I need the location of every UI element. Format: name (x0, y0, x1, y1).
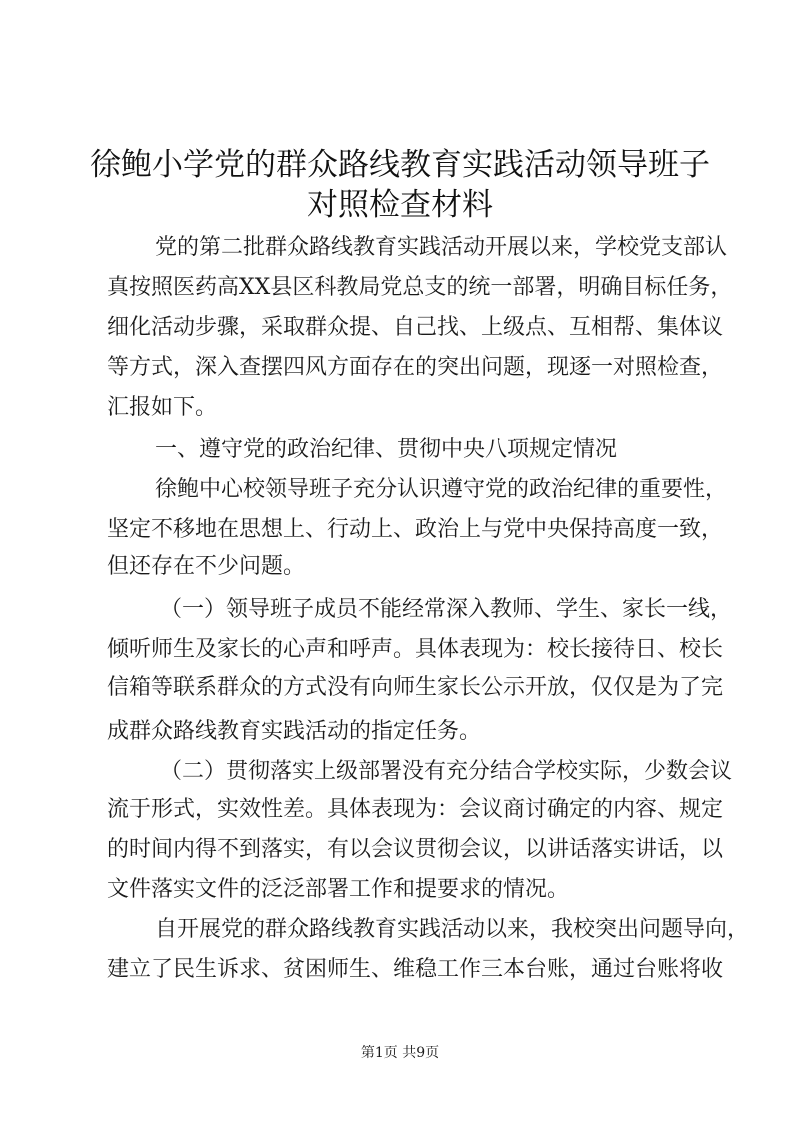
text-line: 细化活动步骤，采取群众提、自己找、上级点、互相帮、集体议 (107, 315, 724, 340)
text-line: （二）贯彻落实上级部署没有充分结合学校实际，少数会议 (160, 759, 733, 784)
text-line: 倾听师生及家长的心声和呼声。具体表现为：校长接待日、校长 (107, 637, 724, 662)
text-line: 成群众路线教育实践活动的指定任务。 (107, 719, 482, 744)
title-line: 对照检查材料 (307, 187, 493, 223)
text-line: 信箱等联系群众的方式没有向师生家长公示开放，仅仅是为了完 (107, 675, 724, 700)
text-line: 汇报如下。 (107, 395, 218, 420)
text-line: 流于形式，实效性差。具体表现为：会议商讨确定的内容、规定 (107, 797, 724, 822)
text-line: 党的第二批群众路线教育实践活动开展以来，学校党支部认 (155, 235, 728, 260)
text-line: 徐鲍中心校领导班子充分认识遵守党的政治纪律的重要性， (155, 477, 728, 502)
text-line: 真按照医药高XX县区科教局党总支的统一部署，明确目标任务， (107, 275, 733, 300)
text-line: （一）领导班子成员不能经常深入教师、学生、家长一线， (160, 597, 733, 622)
title-line: 徐鲍小学党的群众路线教育实践活动领导班子 (90, 147, 710, 183)
text-line: 但还存在不少问题。 (107, 554, 306, 579)
text-line: 等方式，深入查摆四风方面存在的突出问题，现逐一对照检查， (107, 355, 724, 380)
text-line: 自开展党的群众路线教育实践活动以来，我校突出问题导向， (155, 917, 750, 942)
text-line: 坚定不移地在思想上、行动上、政治上与党中央保持高度一致， (107, 517, 724, 542)
section-heading: 一、遵守党的政治纪律、贯彻中央八项规定情况 (155, 437, 618, 462)
text-line: 的时间内得不到落实，有以会议贯彻会议，以讲话落实讲话，以 (107, 837, 724, 862)
text-line: 文件落实文件的泛泛部署工作和提要求的情况。 (107, 877, 570, 902)
page-number-footer: 第1页 共9页 (360, 1045, 440, 1061)
text-line: 建立了民生诉求、贫困师生、维稳工作三本台账，通过台账将收 (107, 957, 724, 982)
